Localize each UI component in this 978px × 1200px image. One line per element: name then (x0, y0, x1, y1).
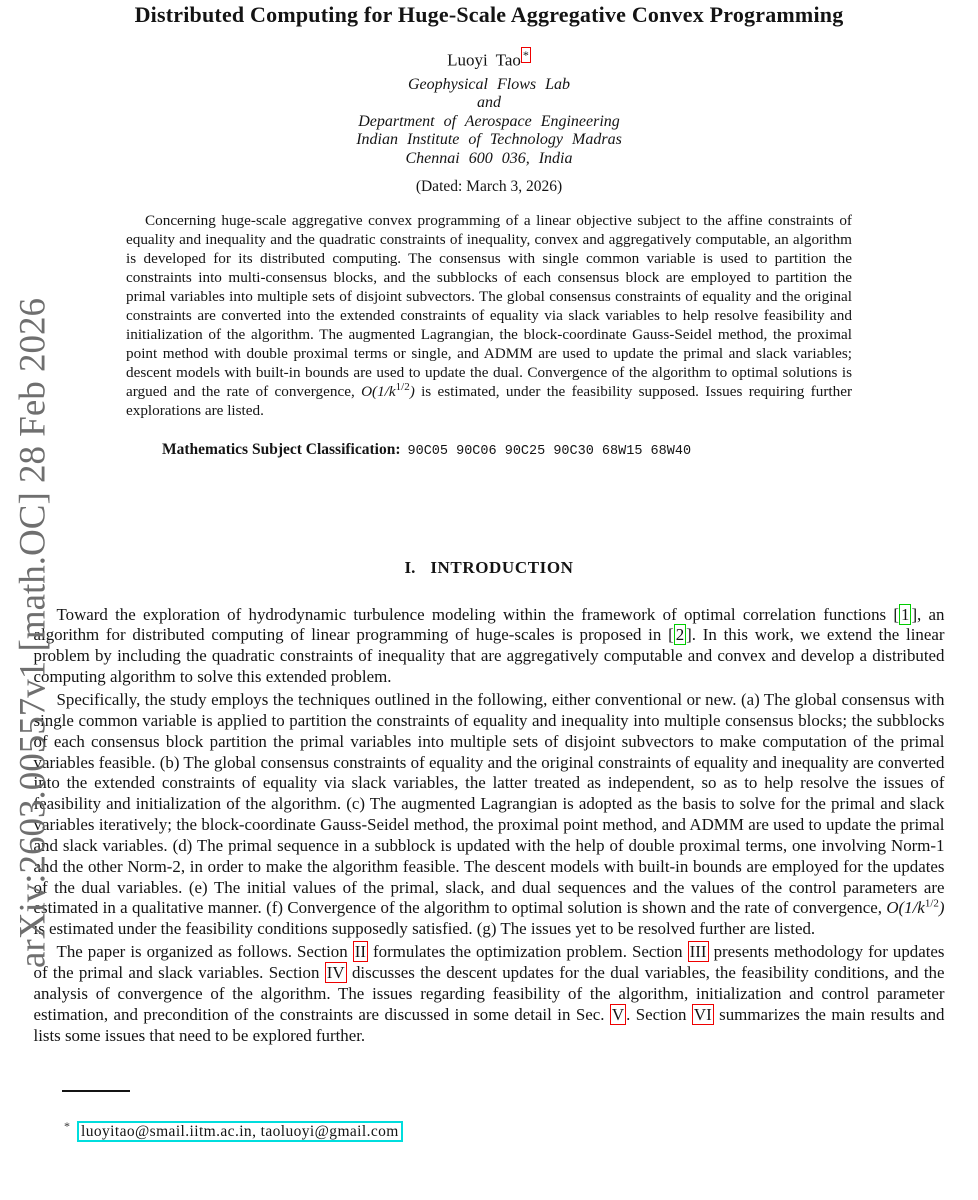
section-ref-VI[interactable]: VI (693, 1004, 712, 1024)
section-ref-IV[interactable]: IV (326, 962, 345, 982)
paragraph-2 (34, 690, 945, 940)
msc-codes: 90C05 90C06 90C25 90C30 68W15 68W40 (407, 443, 692, 459)
footnote-rule (62, 1090, 130, 1092)
msc-label: Mathematics Subject Classification: (162, 440, 401, 458)
math-superscript: 1/2 (924, 897, 939, 910)
citation-link-2[interactable]: 2 (675, 625, 685, 645)
introduction-body (34, 605, 945, 1047)
paragraph-text: summarizes the main results and lists some issues that need to be explored further. (33, 1004, 945, 1045)
paragraph-text: presents methodology for updates of the primal and slack variables. Section (33, 942, 945, 982)
paragraph-text: Toward the exploration of hydrodynamic turbulence modeling within the framework of optimal correlation functions [ (56, 604, 899, 624)
paper-title: Distributed Computing for Huge-Scale Aggregative Convex Programming (134, 2, 844, 27)
abstract-paragraph (126, 211, 852, 420)
msc-line (162, 441, 978, 459)
math-expression: ) (409, 382, 415, 400)
paragraph-text: The paper is organized as follows. Section (56, 942, 353, 962)
section-heading-introduction (0, 558, 978, 578)
math-expression: ) (938, 898, 945, 918)
abstract (126, 211, 852, 420)
affiliation-line: Indian Institute of Technology Madras (356, 131, 622, 149)
section-ref-II[interactable]: II (354, 942, 366, 962)
paragraph-text: . Section (626, 1004, 692, 1024)
affiliation-block (0, 76, 978, 169)
abstract-text: Concerning huge-scale aggregative convex programming of a linear objective subject to the affine constraints of equality and inequality and the quadratic constraints of inequality, convex and aggregatively computable, an algorithm is developed for its distributed computing. The consensus with single common variable is used to partition the constraints into multi-consensus blocks, and the subblocks of each consensus block are employed to partition the primal variables into multiple sets of disjoint subvectors. The global consensus constraints of equality and the original constraints are converted into the extended constraints of equality via slack variables to help resolve feasibility and initialization of the algorithm. The augmented Lagrangian, the block-coordinate Gauss-Seidel method, the proximal point method with double proximal terms or single, and ADMM are used to update the primal and slack variables; descent models with built-in bounds are used to update the dual. Convergence of the algorithm to optimal solutions is argued and the rate of convergence, (126, 211, 852, 400)
paragraph-text: ]. In this work, we extend the linear problem by including the quadratic constraints of inequality that are aggregatively computable and convex and develop a distributed computing algorithm to solve this extended problem. (33, 625, 945, 687)
paragraph-text: is estimated under the feasibility conditions supposedly satisfied. (g) The issues yet to be resolved further are listed. (33, 919, 816, 939)
author-footnote-link[interactable]: * (522, 48, 529, 62)
paragraph-text: ], an algorithm for distributed computing of linear programming of huge-scales is proposed in [ (33, 604, 945, 645)
section-title: INTRODUCTION (430, 557, 574, 577)
paragraph-1 (34, 605, 945, 688)
affiliation-line: Department of Aerospace Engineering (358, 112, 620, 130)
affiliation-line: Chennai 600 036, India (405, 150, 573, 168)
footnote-marker: * (64, 1119, 70, 1134)
author-name: Luoyi Tao (447, 50, 521, 70)
section-number: I. (404, 557, 416, 577)
section-ref-III[interactable]: III (689, 942, 707, 962)
paragraph-text: discusses the descent updates for the dual variables, the feasibility conditions, and the analysis of convergence of the algorithm. The issues regarding feasibility of the algorithm, initialization and control parameter estimation, and precondition of the constraints are discussed in some detail in Sec. (33, 962, 945, 1024)
email-link[interactable]: luoyitao@smail.iitm.ac.in, taoluoyi@gmail.com (77, 1121, 403, 1142)
dated-line: (Dated: March 3, 2026) (415, 177, 563, 195)
arxiv-watermark: arXiv:2603.00557v1 [math.OC] 28 Feb 2026 (12, 297, 54, 969)
abstract-text: is estimated, under the feasibility supposed. Issues requiring further explorations are listed. (126, 382, 853, 419)
footnote (64, 1119, 978, 1141)
math-expression: O(1/k (361, 382, 396, 400)
math-expression: O(1/k (886, 898, 925, 918)
math-superscript: 1/2 (395, 380, 410, 393)
paragraph-text: formulates the optimization problem. Section (368, 942, 688, 962)
paragraph-text: Specifically, the study employs the techniques outlined in the following, either conventional or new. (a) The global consensus with single common variable is applied to partition the constraints of equality and inequality into multiple consensus blocks; the subblocks of each consensus block partition the primal variables into multiple sets of disjoint subvectors to make computation of the primal variables feasible. (b) The global consensus constraints of equality and the original constraints of equality and inequality are converted into the extended constraints of equality via slack variables, the latter treated as independent, so as to help resolve the issues of feasibility and initialization of the algorithm. (c) The augmented Lagrangian is adopted as the basis to solve for the primal and slack variables iteratively; the block-coordinate Gauss-Seidel method, the proximal point method, and ADMM are used to update the primal and slack variables. (d) The primal sequence in a subblock is updated with the help of double proximal terms, one involving Norm-1 and the other Norm-2, in order to make the algorithm feasible. The descent models with built-in bounds are employed for the updates of the dual variables. (e) The initial values of the primal, slack, and dual sequences and the values of the control parameters are estimated in a qualitative manner. (f) Convergence of the algorithm to optimal solution is shown and the rate of convergence, (33, 690, 945, 918)
affiliation-line: Geophysical Flows Lab (408, 75, 570, 93)
author-line (0, 48, 978, 71)
citation-link-1[interactable]: 1 (900, 604, 910, 624)
affiliation-line: and (477, 94, 501, 112)
section-ref-V[interactable]: V (611, 1004, 625, 1024)
paragraph-3 (34, 942, 945, 1046)
